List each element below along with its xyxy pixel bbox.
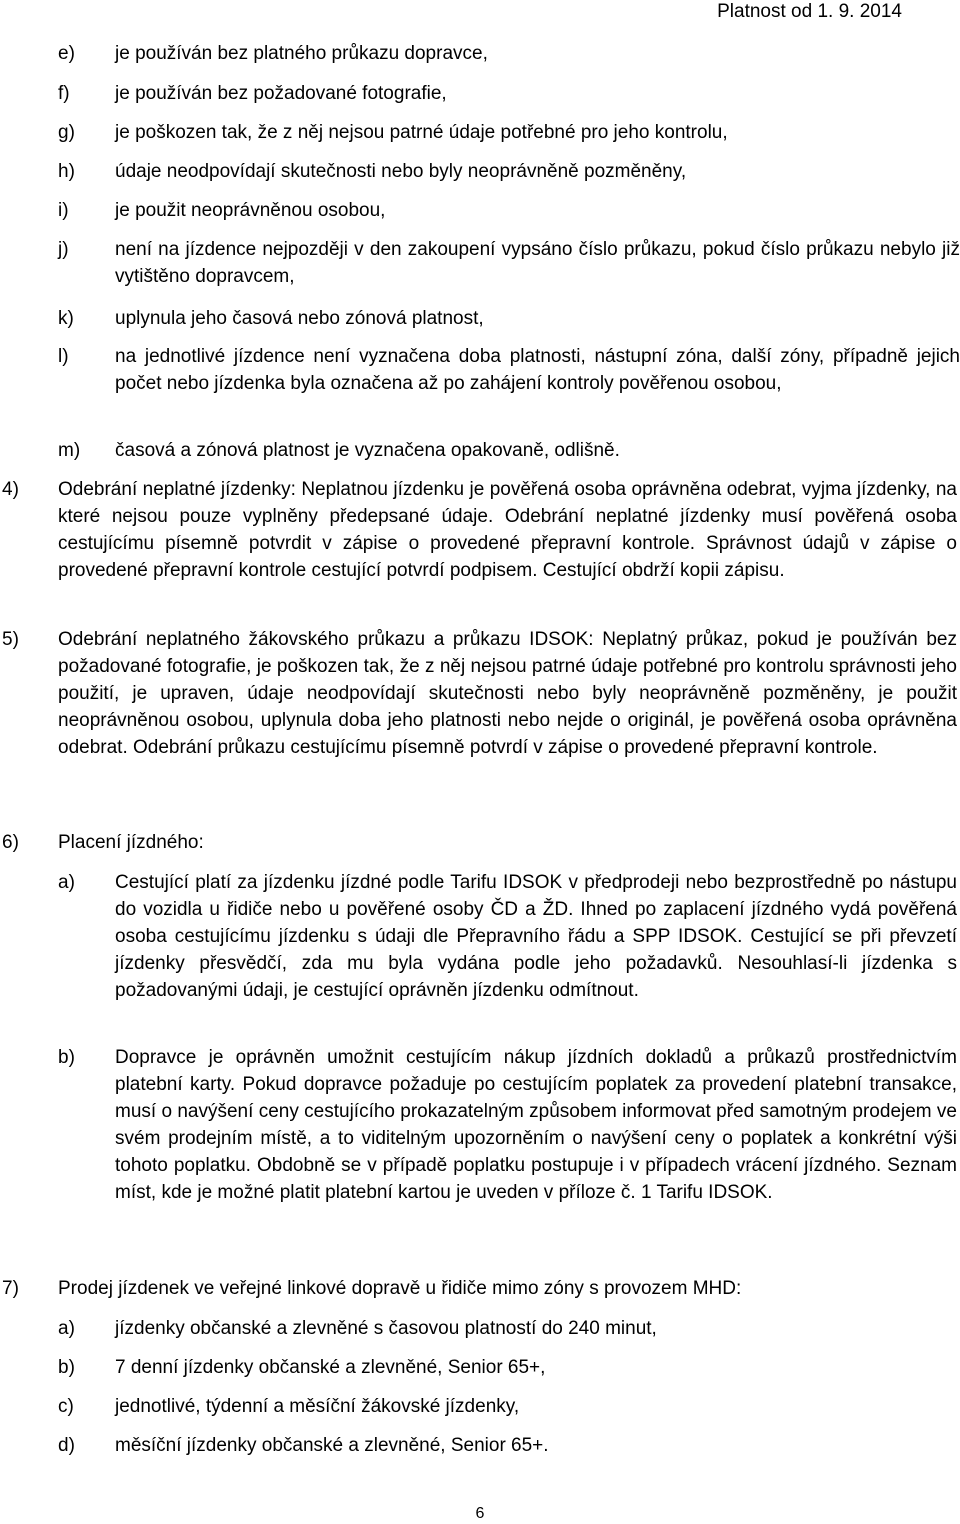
list-item-label: j) — [58, 239, 69, 260]
list-item-text: údaje neodpovídají skutečnosti nebo byly neoprávněně pozměněny, — [115, 161, 687, 182]
list-item-label: d) — [58, 1435, 75, 1456]
validity-date: Platnost od 1. 9. 2014 — [717, 1, 902, 22]
list-item-text: uplynula jeho časová nebo zónová platnost, — [115, 308, 484, 329]
section-text: Odebrání neplatného žákovského průkazu a průkazu IDSOK: Neplatný průkaz, pokud je používán bez požadované fotografie, je poškozen tak, že z něj nejsou patrné údaje potřebné pro kontrolu správnosti jeho použití, je upraven, údaje neodpovídají skutečnosti nebo byly neoprávněně pozměněny, je použit neoprávněnou osobou, uplynula doba jeho platnosti nebo nejde o originál, je pověřená osoba oprávněna odebrat. Odebrání průkazu cestujícímu písemně potvrdí v zápise o provedené přepravní kontrole. — [58, 629, 957, 758]
list-item-text: Dopravce je oprávněn umožnit cestujícím nákup jízdních dokladů a průkazů prostřednictvím platební karty. Pokud dopravce požaduje po cestujícím poplatek za provedení platební transakce, musí o navýšení ceny cestujícího prokazatelným způsobem informovat před samotným prodejem ve svém prodejním místě, a to viditelným upozorněním o navýšení ceny o poplatek a konkrétní výši tohoto poplatku. Obdobně se v případě poplatku postupuje i v případech vrácení jízdného. Seznam míst, kde je možné platit platební kartou je uveden v příloze č. 1 Tarifu IDSOK. — [115, 1047, 957, 1203]
list-item-text: jízdenky občanské a zlevněné s časovou platností do 240 minut, — [115, 1318, 657, 1339]
list-item-label: a) — [58, 872, 75, 893]
list-item-text: Cestující platí za jízdenku jízdné podle Tarifu IDSOK v předprodeji nebo bezprostředně po nástupu do vozidla u řidiče nebo u pověřené osoby ČD a ŽD. Ihned po zaplacení jízdného vydá pověřená osoba cestujícímu jízdenku s údaji dle Přepravního řádu a SPP IDSOK. Cestující se při převzetí jízdenky přesvědčí, zda mu byla vydána podle jeho požadavků. Nesouhlasí-li jízdenka s požadovanými údaji, je cestující oprávněn jízdenku odmítnout. — [115, 872, 957, 1001]
list-item-label: c) — [58, 1396, 74, 1417]
list-item-text: časová a zónová platnost je vyznačena opakovaně, odlišně. — [115, 440, 620, 461]
list-item-label: k) — [58, 308, 74, 329]
list-item-text: 7 denní jízdenky občanské a zlevněné, Senior 65+, — [115, 1357, 546, 1378]
section-number: 4) — [2, 479, 19, 500]
list-item-text: je poškozen tak, že z něj nejsou patrné údaje potřebné pro jeho kontrolu, — [115, 122, 728, 143]
section-title: Prodej jízdenek ve veřejné linkové dopravě u řidiče mimo zóny s provozem MHD: — [58, 1278, 742, 1299]
list-item-text: měsíční jízdenky občanské a zlevněné, Senior 65+. — [115, 1435, 549, 1456]
list-item-label: h) — [58, 161, 75, 182]
list-item-label: m) — [58, 440, 81, 461]
list-item-text: je používán bez platného průkazu dopravce, — [115, 43, 488, 64]
section-number: 7) — [2, 1278, 19, 1299]
list-item-label: e) — [58, 43, 75, 64]
section-title: Placení jízdného: — [58, 832, 204, 853]
section-number: 6) — [2, 832, 19, 853]
list-item-label: l) — [58, 346, 69, 367]
section-text: Odebrání neplatné jízdenky: Neplatnou jízdenku je pověřená osoba oprávněna odebrat, vyjma jízdenky, na které nejsou pouze vyplněny předepsané údaje. Odebrání neplatné jízdenky musí pověřená osoba cestujícímu písemně potvrdit v zápise o provedené přepravní kontrole. Správnost údajů v zápise o provedené přepravní kontrole cestující potvrdí podpisem. Cestující obdrží kopii zápisu. — [58, 479, 957, 581]
list-item-label: i) — [58, 200, 69, 221]
list-item-label: g) — [58, 122, 75, 143]
list-item-text: není na jízdence nejpozději v den zakoupení vypsáno číslo průkazu, pokud číslo průkazu nebylo již vytištěno dopravcem, — [115, 239, 960, 287]
list-item-text: je použit neoprávněnou osobou, — [115, 200, 386, 221]
page-number: 6 — [475, 1505, 485, 1522]
list-item-text: je používán bez požadované fotografie, — [115, 83, 447, 104]
list-item-label: b) — [58, 1047, 75, 1068]
list-item-text: na jednotlivé jízdence není vyznačena doba platnosti, nástupní zóna, další zóny, případně jejich počet nebo jízdenka byla označena až po zahájení kontroly pověřenou osobou, — [115, 346, 960, 394]
list-item-label: f) — [58, 83, 70, 104]
list-item-text: jednotlivé, týdenní a měsíční žákovské jízdenky, — [115, 1396, 520, 1417]
section-number: 5) — [2, 629, 19, 650]
list-item-label: b) — [58, 1357, 75, 1378]
list-item-label: a) — [58, 1318, 75, 1339]
